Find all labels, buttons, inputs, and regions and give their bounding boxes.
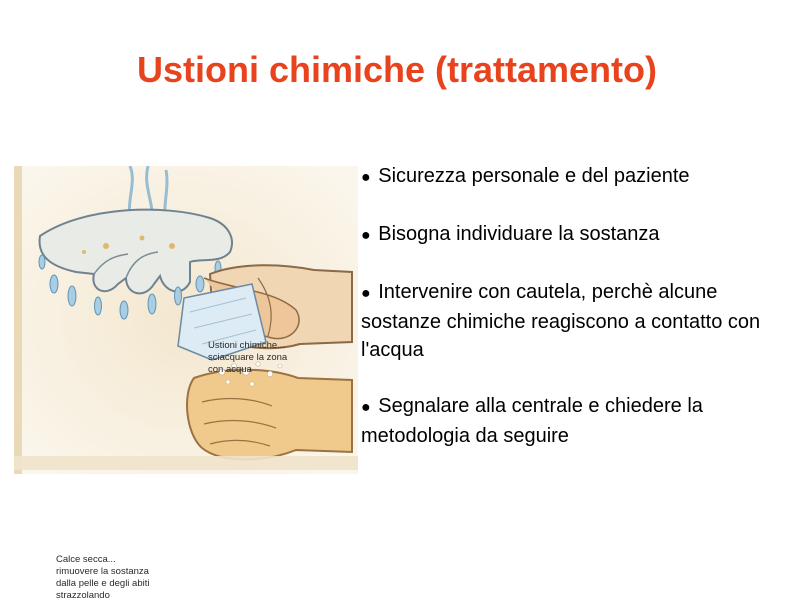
bullet-symbol: ● [361, 227, 371, 244]
slide-title: Ustioni chimiche (trattamento) [136, 49, 658, 90]
bullet-item [361, 162, 781, 192]
bullet-text: Sicurezza personale e del paziente [378, 165, 690, 187]
bullet-list [361, 162, 781, 478]
bullet-item [361, 392, 781, 450]
illustration-caption-rinse: Ustioni chimiche... sciacquare la zona con acqua [208, 340, 288, 375]
bullet-symbol: ● [361, 169, 371, 186]
hands-drawing [14, 166, 358, 474]
first-aid-illustration [14, 166, 358, 601]
illustration-caption-lime: Calce secca... rimuovere la sostanza dalla pelle e degli abiti strazzolando [56, 554, 150, 601]
bullet-symbol: ● [361, 285, 371, 302]
bullet-item [361, 278, 781, 364]
bullet-text: Intervenire con cautela, perchè alcune sostanze chimiche reagiscono a contatto con l'acqua [361, 281, 761, 361]
bullet-item [361, 220, 781, 250]
illustration-footer-band [14, 456, 358, 470]
bullet-text: Segnalare alla centrale e chiedere la metodologia da seguire [361, 395, 703, 447]
bullet-text: Bisogna individuare la sostanza [378, 223, 660, 245]
bullet-symbol: ● [361, 399, 371, 416]
